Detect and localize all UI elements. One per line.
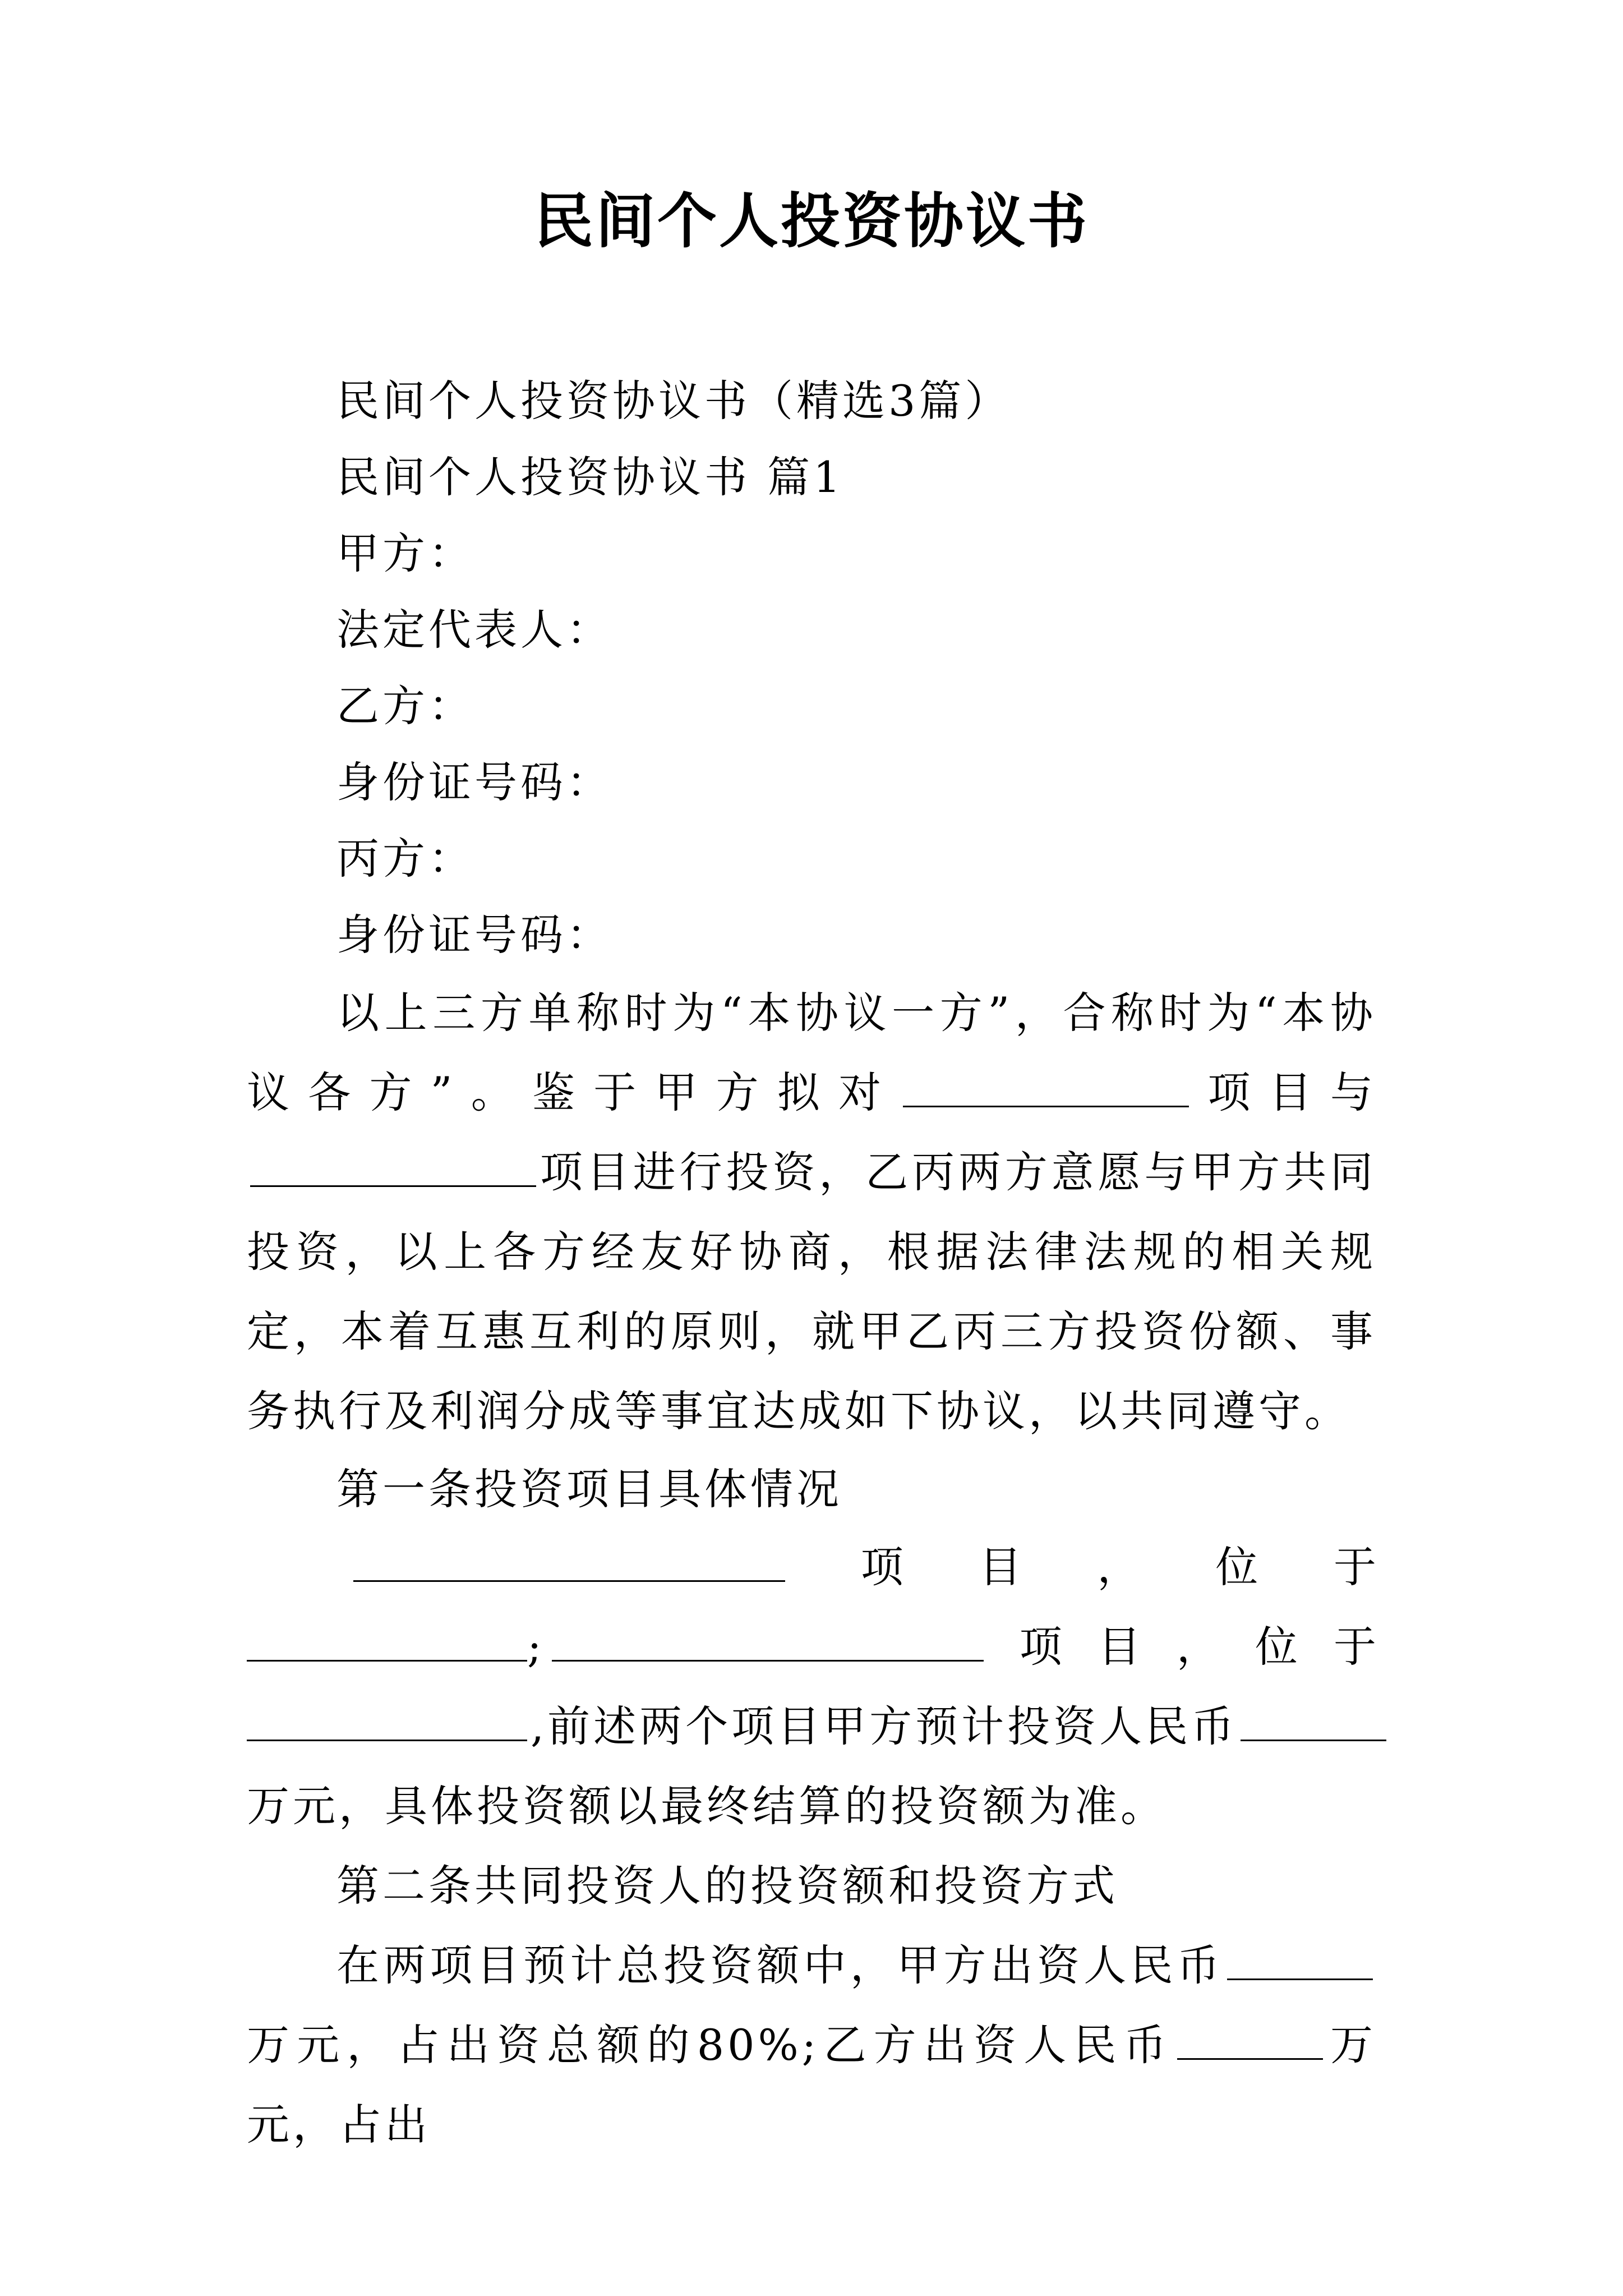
- article-1-word: ，: [1097, 1542, 1140, 1593]
- party-c-id-number-label: 身份证号码：: [336, 910, 612, 960]
- article-2-text-1: 在两项目预计总投资额中，甲方出资人民币: [336, 1940, 1224, 1991]
- separator: ;: [527, 1622, 542, 1672]
- intro-text-3: 项目进行投资，乙丙两方意愿与甲方共同投资，以上各方经友好协商，根据法律法规的相关规定，本着互惠互利的原则，就甲乙丙三方投资份额、事务执行及利润分成等事宜达成如下协议，以共同遵守。: [247, 1147, 1376, 1437]
- party-c-label: 丙方：: [336, 834, 474, 884]
- location-blank-b: [247, 1696, 527, 1741]
- article-2-text-2: 万元，占出资总额的80%;乙方出资人民币: [247, 2020, 1174, 2070]
- article-1-line-2-blanks: [247, 1607, 984, 1687]
- article-1-word: 目: [1098, 1622, 1141, 1672]
- project-name-blank-1: [903, 1062, 1189, 1107]
- article-1-word: 项: [860, 1542, 903, 1593]
- article-1-word: 位: [1255, 1622, 1298, 1672]
- project-name-blank-2: [250, 1142, 536, 1187]
- article-1-line-2: [247, 1607, 1376, 1687]
- article-1-word: 于: [1333, 1542, 1376, 1593]
- investment-amount-blank: [1241, 1696, 1386, 1741]
- location-blank-a: [247, 1616, 527, 1662]
- article-1-word: ，: [1176, 1622, 1219, 1672]
- article-1-word: 位: [1215, 1542, 1258, 1593]
- party-b-label: 乙方：: [336, 681, 474, 731]
- project-blank-b: [552, 1616, 984, 1662]
- article-1-word: 目: [979, 1542, 1022, 1593]
- intro-text-2: 项目与: [1192, 1068, 1377, 1118]
- document-title: 民间个人投资协议书: [534, 186, 1089, 256]
- party-b-amount-blank: [1177, 2014, 1323, 2060]
- article-1-word: 项: [1019, 1622, 1062, 1672]
- party-b-id-number-label: 身份证号码：: [336, 757, 612, 808]
- article-1-line-4: 万元，具体投资额以最终结算的投资额为准。: [247, 1781, 1166, 1832]
- article-1-body: [247, 1527, 1376, 1846]
- article-1-line-3-text: ,前述两个项目甲方预计投资人民币: [531, 1701, 1238, 1752]
- article-1-line-3: [247, 1687, 1376, 1766]
- project-blank-a: [353, 1536, 785, 1582]
- article-2-paragraph: [247, 1926, 1376, 2165]
- section-heading: 民间个人投资协议书 篇1: [336, 452, 844, 503]
- article-2-text-3: 万元，占出: [247, 2020, 1377, 2150]
- legal-representative-label: 法定代表人：: [336, 605, 612, 655]
- intro-paragraph: [247, 973, 1376, 1451]
- article-1-word: 于: [1334, 1622, 1376, 1672]
- article-1-heading: 第一条投资项目具体情况: [336, 1464, 842, 1515]
- party-a-amount-blank: [1227, 1935, 1373, 1980]
- intro-text-1: 以上三方单称时为“本协议一方”，合称时为“本协议各方”。鉴于甲方拟对: [247, 988, 1376, 1118]
- article-1-line-1: [247, 1527, 1376, 1607]
- document-subtitle: 民间个人投资协议书（精选3篇）: [336, 376, 1011, 426]
- article-2-heading: 第二条共同投资人的投资额和投资方式: [336, 1861, 1118, 1911]
- party-a-label: 甲方：: [336, 528, 474, 579]
